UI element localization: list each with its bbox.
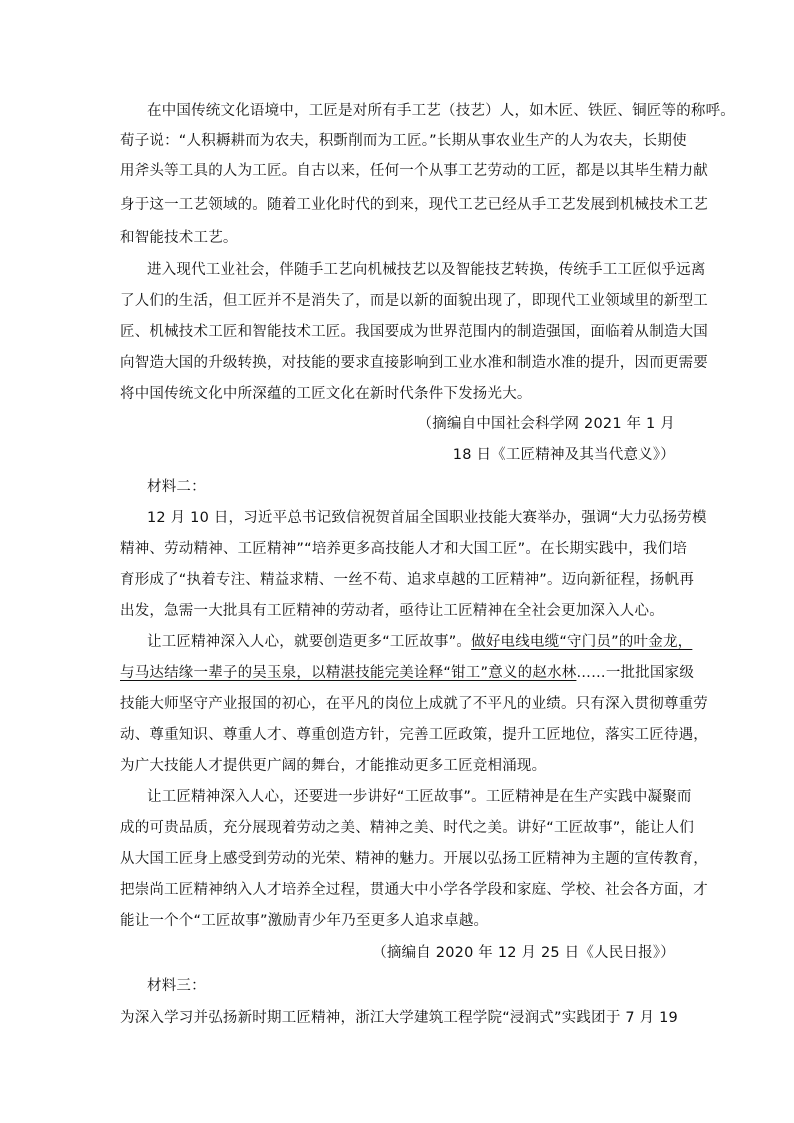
p2-line-2: 了人们的生活，但工匠并不是消失了，而是以新的面貌出现了，即现代工业领域里的新型工 [120, 293, 708, 309]
source-2: （摘编自 2020 年 12 月 25 日《人民日报》） [372, 945, 675, 961]
p4-line-4: 动、尊重知识、尊重人才、尊重创造方针，完善工匠政策，提升工匠地位，落实工匠待遇， [120, 727, 708, 743]
p2-line-4: 向智造大国的升级转换，对技能的要求直接影响到工业水准和制造水准的提升，因而更需要 [120, 355, 708, 371]
p4-underlined-text-1: 做好电线电缆“守门员”的叶金龙， [471, 634, 693, 650]
p1-line-4: 身于这一工艺领域的。随着工业化时代的到来，现代工艺已经从手工艺发展到机械技术工艺 [120, 197, 708, 213]
material-2-heading: 材料二： [147, 479, 206, 495]
p1-line-2: 荀子说：“人积耨耕而为农夫，积斲削而为工匠。”长期从事农业生产的人为农夫，长期使 [120, 133, 687, 149]
p4-line-3: 技能大师坚守产业报国的初心，在平凡的岗位上成就了不平凡的业绩。只有深入贯彻尊重劳 [120, 696, 708, 712]
p3-line-1: 12 月 10 日，习近平总书记致信祝贺首届全国职业技能大赛举办，强调“大力弘扬劳模 [147, 510, 707, 526]
p3-line-2: 精神、劳动精神、工匠精神”“培养更多高技能人才和大国工匠”。在长期实践中，我们培 [120, 541, 688, 557]
p3-line-3: 育形成了“执着专注、精益求精、一丝不苟、追求卓越的工匠精神”。迈向新征程，扬帆再 [120, 572, 695, 588]
p1-line-5: 和智能技术工艺。 [120, 230, 238, 246]
material-3-heading: 材料三： [147, 978, 206, 994]
p5-line-3: 从大国工匠身上感受到劳动的光荣、精神的魅力。开展以弘扬工匠精神为主题的宣传教育， [120, 851, 708, 867]
p4-line-2-text: ……一批批国家级 [576, 665, 695, 681]
p5-line-4: 把崇尚工匠精神纳入人才培养全过程，贯通大中小学各学段和家庭、学校、社会各方面，才 [120, 882, 708, 898]
source-1-line-1: （摘编自中国社会科学网 2021 年 1 月 [417, 416, 675, 432]
source-1-line-2: 18 日《工匠精神及其当代意义》） [452, 447, 675, 463]
p4-line-1-text: 让工匠精神深入人心，就要创造更多“工匠故事”。 [147, 634, 472, 650]
p4-line-5: 为广大技能人才提供更广阔的舞台，才能推动更多工匠竞相涌现。 [120, 758, 547, 774]
p5-line-1: 让工匠精神深入人心，还要进一步讲好“工匠故事”。工匠精神是在生产实践中凝聚而 [147, 789, 692, 805]
p3-line-4: 出发，急需一大批具有工匠精神的劳动者，亟待让工匠精神在全社会更加深入人心。 [120, 603, 664, 619]
p4-line-2 [120, 663, 695, 683]
p4-line-1 [147, 632, 693, 652]
p6-line-1: 为深入学习并弘扬新时期工匠精神，浙江大学建筑工程学院“浸润式”实践团于 7 月 19 [120, 1010, 678, 1026]
p5-line-2: 成的可贵品质，充分展现着劳动之美、精神之美、时代之美。讲好“工匠故事”，能让人们 [120, 820, 695, 836]
p2-line-3: 匠、机械技术工匠和智能技术工匠。我国要成为世界范围内的制造强国，面临着从制造大国 [120, 324, 708, 340]
p2-line-5: 将中国传统文化中所深蕴的工匠文化在新时代条件下发扬光大。 [120, 386, 532, 402]
p1-line-3: 用斧头等工具的人为工匠。自古以来，任何一个从事工艺劳动的工匠，都是以其毕生精力献 [120, 163, 708, 179]
p2-line-1: 进入现代工业社会，伴随手工艺向机械技艺以及智能技艺转换，传统手工工匠似乎远离 [147, 262, 706, 278]
p5-line-5: 能让一个个“工匠故事”激励青少年乃至更多人追求卓越。 [120, 913, 489, 929]
p1-line-1: 在中国传统文化语境中，工匠是对所有手工艺（技艺）人，如木匠、铁匠、铜匠等的称呼。 [147, 103, 735, 119]
p4-underlined-text-2: 与马达结缘一辈子的吴玉泉，以精湛技能完美诠释“钳工”意义的赵水林 [120, 665, 577, 681]
